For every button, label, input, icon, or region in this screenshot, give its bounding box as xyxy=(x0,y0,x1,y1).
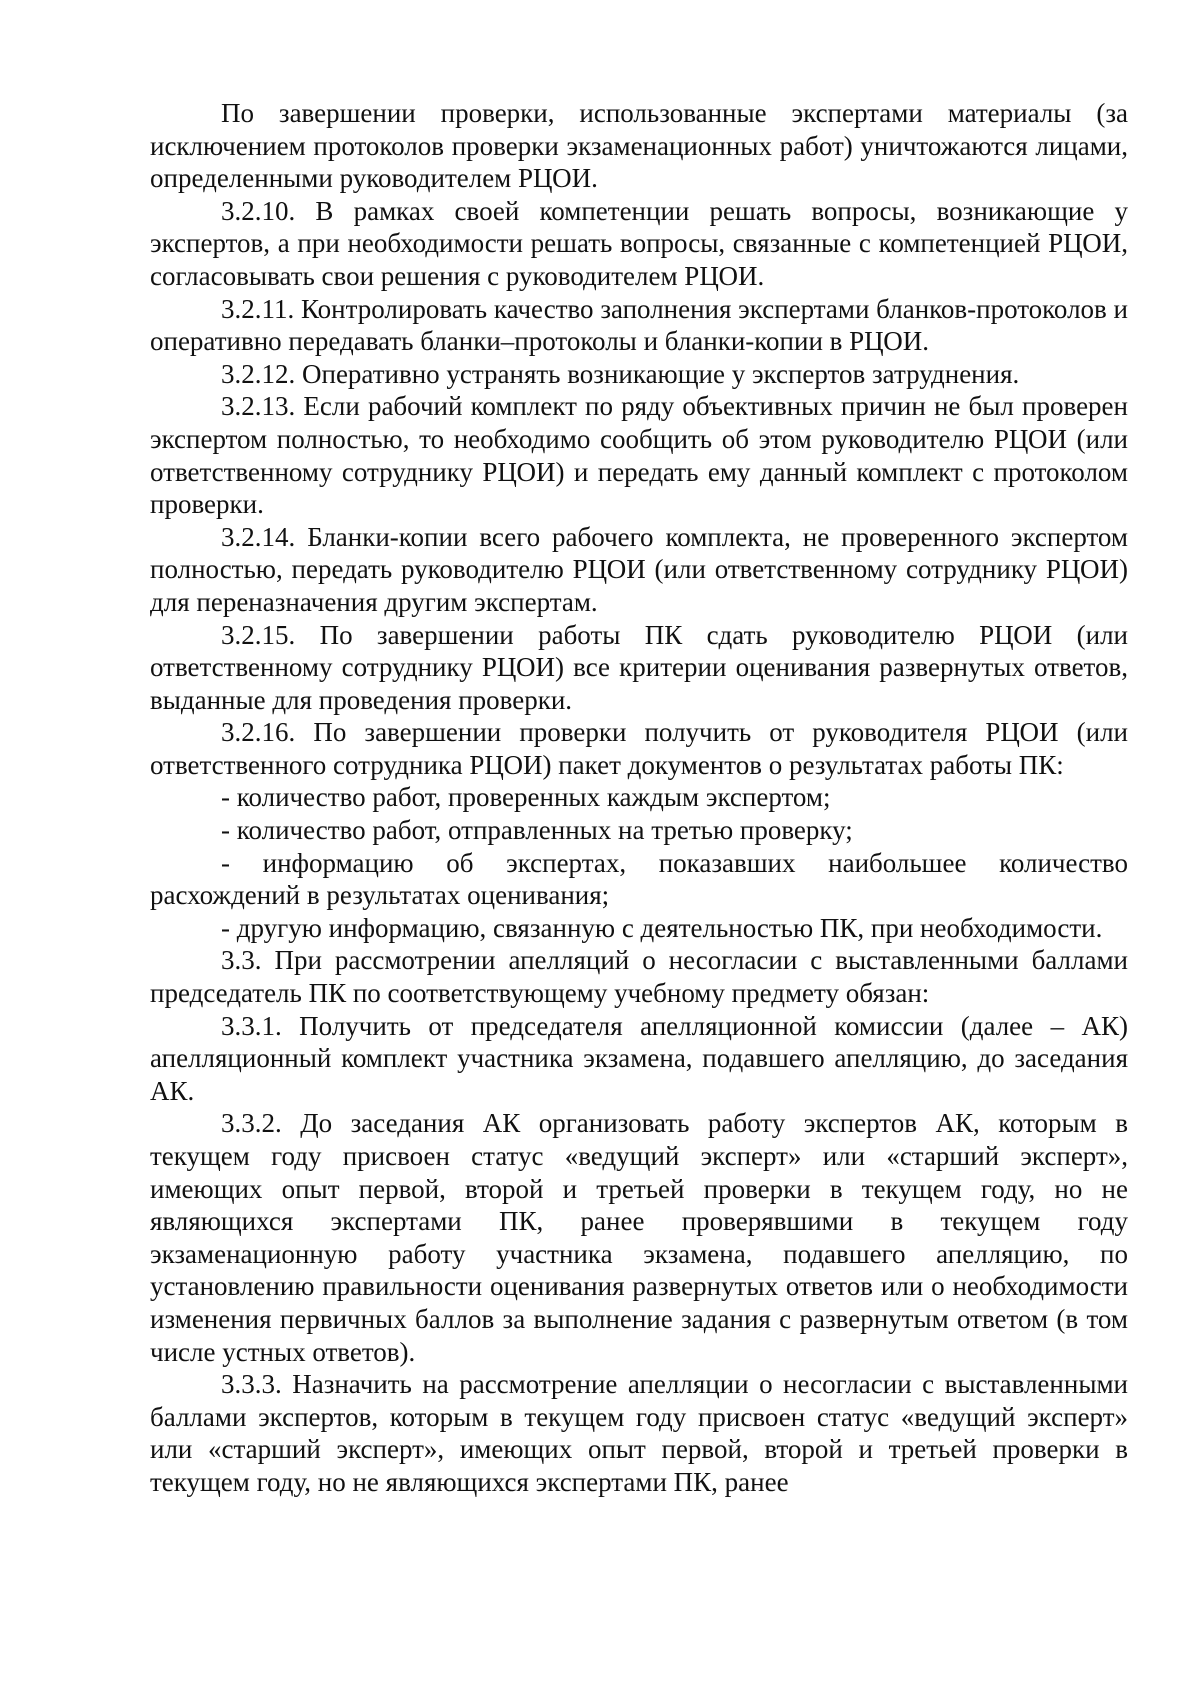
list-item-checked-works: - количество работ, проверенных каждым экспертом; xyxy=(221,782,831,813)
paragraph-3-3-2: 3.3.2. До заседания АК организовать работу экспертов АК, которым в текущем году присвоен статус «ведущий эксперт» или «старший эксперт», имеющих опыт первой, второй и третьей проверки в текущем году, но не являющихся экспертами ПК, ранее проверявшими в текущем году экзаменационную работу участника экзамена, подавшего апелляцию, по установлению правильности оценивания развернутых ответов или о необходимости изменения первичных баллов за выполнение задания с развернутым ответом (в том числе устных ответов). xyxy=(150,1108,1128,1367)
list-item-expert-discrepancies: - информацию об экспертах, показавших наибольшее количество расхождений в результатах оценивания; xyxy=(150,847,1128,911)
paragraph-materials-destruction: По завершении проверки, использованные экспертами материалы (за исключением протоколов проверки экзаменационных работ) уничтожаются лицами, определенными руководителем РЦОИ. xyxy=(150,98,1128,194)
paragraph-3-3: 3.3. При рассмотрении апелляций о несогласии с выставленными баллами председатель ПК по соответствующему учебному предмету обязан: xyxy=(150,945,1128,1009)
paragraph-3-2-10: 3.2.10. В рамках своей компетенции решать вопросы, возникающие у экспертов, а при необходимости решать вопросы, связанные с компетенцией РЦОИ, согласовывать свои решения с руководителем РЦОИ. xyxy=(150,195,1128,291)
paragraph-3-2-15: 3.2.15. По завершении работы ПК сдать руководителю РЦОИ (или ответственному сотруднику РЦОИ) все критерии оценивания развернутых ответов, выданные для проведения проверки. xyxy=(150,619,1128,715)
paragraph-3-2-14: 3.2.14. Бланки-копии всего рабочего комплекта, не проверенного экспертом полностью, передать руководителю РЦОИ (или ответственному сотруднику РЦОИ) для переназначения другим экспертам. xyxy=(150,521,1128,617)
list-item-other-info: - другую информацию, связанную с деятельностью ПК, при необходимости. xyxy=(221,912,1103,943)
paragraph-3-2-16: 3.2.16. По завершении проверки получить от руководителя РЦОИ (или ответственного сотрудника РЦОИ) пакет документов о результатах работы ПК: xyxy=(150,717,1128,780)
paragraph-3-3-1: 3.3.1. Получить от председателя апелляционной комиссии (далее – АК) апелляционный комплект участника экзамена, подавшего апелляцию, до заседания АК. xyxy=(150,1010,1128,1106)
paragraph-3-2-11: 3.2.11. Контролировать качество заполнения экспертами бланков-протоколов и оперативно передавать бланки–протоколы и бланки-копии в РЦОИ. xyxy=(150,293,1128,357)
paragraph-3-2-12: 3.2.12. Оперативно устранять возникающие у экспертов затруднения. xyxy=(221,358,1020,389)
paragraph-3-2-13: 3.2.13. Если рабочий комплект по ряду объективных причин не был проверен экспертом полностью, то необходимо сообщить об этом руководителю РЦОИ (или ответственному сотруднику РЦОИ) и передать ему данный комплект с протоколом проверки. xyxy=(150,391,1128,520)
paragraph-3-3-3: 3.3.3. Назначить на рассмотрение апелляции о несогласии с выставленными баллами экспертов, которым в текущем году присвоен статус «ведущий эксперт» или «старший эксперт», имеющих опыт первой, второй и третьей проверки в текущем году, но не являющихся экспертами ПК, ранее xyxy=(150,1369,1128,1497)
list-item-third-check: - количество работ, отправленных на третью проверку; xyxy=(221,815,853,846)
document-page xyxy=(150,97,1128,1499)
